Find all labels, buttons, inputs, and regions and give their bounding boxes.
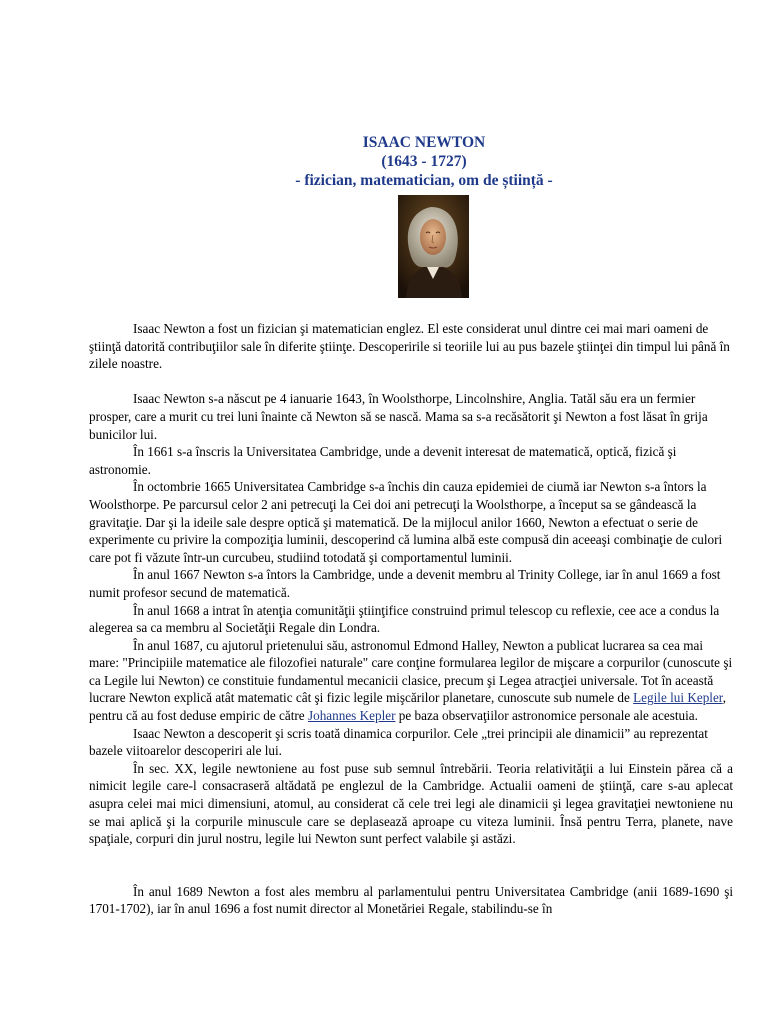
paragraph-principia xyxy=(89,637,733,725)
paragraph-telescope: În anul 1668 a intrat în atenţia comunităţii ştiinţifice construind primul telescop cu reflexie, cee ace a condus la alegerea sa ca membru al Societăţii Regale din Londra. xyxy=(89,602,720,636)
link-johannes-kepler[interactable]: Johannes Kepler xyxy=(307,708,396,724)
portrait-image xyxy=(398,195,469,298)
paragraph-parliament: În anul 1689 Newton a fost ales membru al parlamentului pentru Universitatea Cambridge (anii 1689-1690 şi 1701-1702), iar în anul 1696 a fost numit director al Monetăriei Regale, stabilindu-se în xyxy=(89,883,733,917)
principia-text-b: , pentru că au fost deduse empiric de către xyxy=(89,690,726,724)
paragraph-dynamics: Isaac Newton a descoperit şi scris toată dinamica corpurilor. Cele „trei principii ale dinamicii” au reprezentat bazele viitoarelor descoperiri ale lui. xyxy=(89,725,708,759)
paragraph-cambridge: În 1661 s-a înscris la Universitatea Cambridge, unde a devenit interesat de matematică, optică, fizică şi astronomie. xyxy=(89,444,677,477)
page-title: ISAAC NEWTON xyxy=(362,134,486,151)
title-block xyxy=(0,133,768,190)
link-kepler-laws[interactable]: Legile lui Kepler xyxy=(633,690,723,706)
paragraph-plague: În octombrie 1665 Universitatea Cambridge s-a închis din cauza epidemiei de ciumă iar Newton s-a întors la Woolsthorpe. Pe parcursul celor 2 ani petrecuţi la Cei doi ani petrecuţi la Woolsthorpe, a început sa se gândească la gravitaţie. Dar şi la ideile sale despre optică şi matematică. De la mijlocul anilor 1660, Newton a efectuat o serie de experimente cu privire la compoziţia luminii, descoperind că lumina albă este compusă din aceeaşi combinaţie de culori care pot fi văzute într-un curcubeu, studiind totodată şi comportamentul luminii. xyxy=(89,479,723,565)
page-subtitle: - fizician, matematician, om de știință - xyxy=(295,172,553,189)
principia-text-a: În anul 1687, cu ajutorul prietenului său, astronomul Edmond Halley, Newton a publicat lucrarea sa cea mai mare: "Principiile matematice ale filozofiei naturale" care conţine formularea legilor de mişcare a corpurilor (cunoscute şi ca Legile lui Newton) ce constituie fundamentul mecanicii clasice, precum şi Legea atracţiei universale. Tot în această lucrare Newton explică atât matematic cât şi fizic legile mişcărilor planetare, cunoscute sub numele de xyxy=(89,637,733,706)
article-body xyxy=(89,320,733,918)
principia-text-c: pe baza observaţiilor astronomice personale ale acestuia. xyxy=(395,708,698,724)
life-years: (1643 - 1727) xyxy=(381,153,467,170)
paragraph-intro: Isaac Newton a fost un fizician şi matematician englez. El este considerat unul dintre cei mai mari oameni de ştiinţă datorită contribuţiilor sale în diferite ştiinţe. Descoperirile si teoriile lui au pus bazele ştiinţei din timpul lui până în zilele noastre. xyxy=(89,321,730,372)
paragraph-einstein: În sec. XX, legile newtoniene au fost puse sub semnul întrebării. Teoria relativităţii a lui Einstein părea că a nimicit legile care-l consacraseră altădată pe englezul de la Cambridge. Actualii oameni de ştiinţă, care s-au aplecat asupra celei mai mici dimensiuni, atomul, au considerat că cele trei legi ale dinamicii şi legea gravitaţiei newtoniene nu se mai aplică şi la corpurile minuscule care se deplasează aproape cu viteza luminii. Însă pentru Terra, planete, nave spaţiale, corpuri din jurul nostru, legile lui Newton sunt perfect valabile şi astăzi. xyxy=(89,760,733,847)
paragraph-birth: Isaac Newton s-a născut pe 4 ianuarie 1643, în Woolsthorpe, Lincolnshire, Anglia. Tatăl său era un fermier prosper, care a murit cu trei luni înainte că Newton să se nască. Mama sa s-a recăsătorit şi Newton a fost lăsat în grija bunicilor lui. xyxy=(89,391,708,442)
paragraph-trinity: În anul 1667 Newton s-a întors la Cambridge, unde a devenit membru al Trinity College, iar în anul 1669 a fost numit profesor secund de matematică. xyxy=(89,567,721,600)
